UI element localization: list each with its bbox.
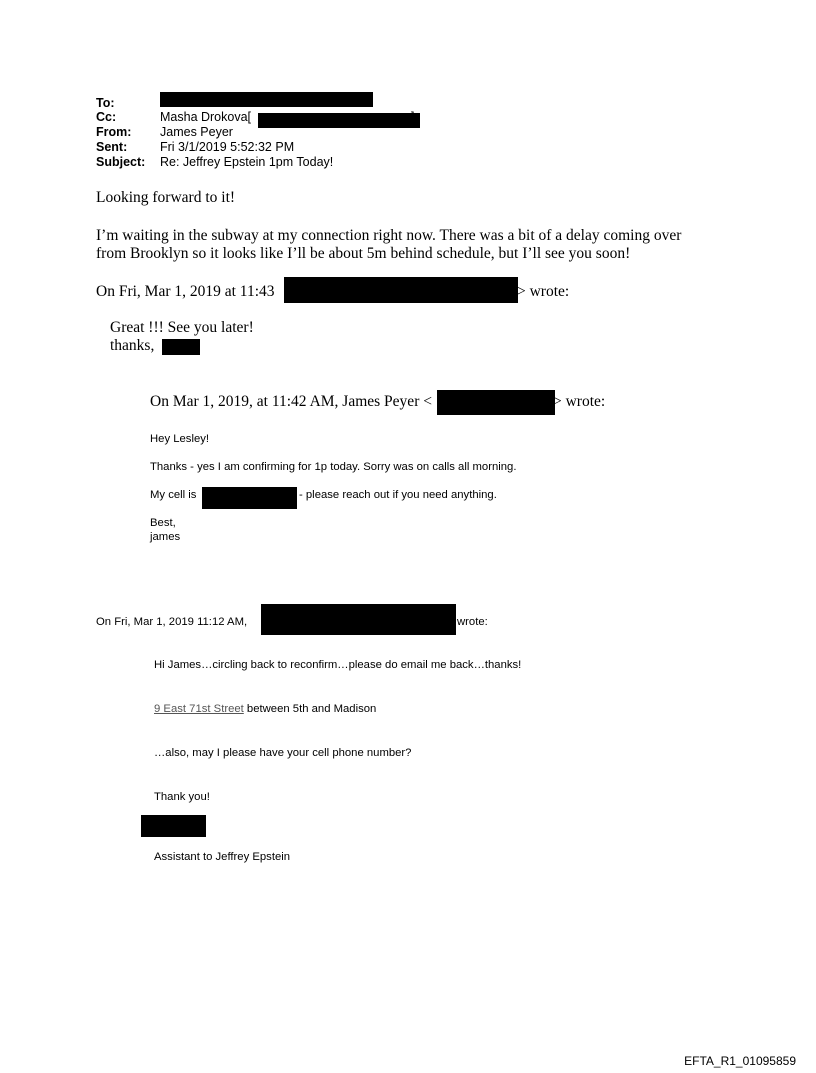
subject-row bbox=[96, 155, 333, 169]
sent-label: Sent: bbox=[96, 140, 128, 154]
to-row bbox=[96, 96, 160, 110]
quote2-greeting: Hey Lesley! bbox=[150, 433, 210, 445]
reply-para-line1: I’m waiting in the subway at my connection right now. There was a bit of a delay coming over bbox=[96, 227, 682, 244]
sent-value: Fri 3/1/2019 5:52:32 PM bbox=[160, 140, 295, 154]
redacted-cell-number bbox=[202, 487, 297, 509]
quote1-intro: On Fri, Mar 1, 2019 at 11:43 bbox=[96, 283, 275, 300]
to-label: To: bbox=[96, 96, 115, 110]
quote2-signoff: Best, bbox=[150, 517, 176, 529]
redacted-to-address bbox=[160, 92, 373, 107]
redacted-quote1-sender bbox=[284, 277, 518, 303]
from-value: James Peyer bbox=[160, 125, 233, 139]
redacted-quote2-email bbox=[437, 390, 555, 415]
from-label: From: bbox=[96, 125, 132, 139]
redacted-quote3-sender bbox=[261, 604, 456, 635]
quote2-name: james bbox=[150, 531, 181, 543]
redacted-quote1-signer bbox=[162, 339, 200, 355]
reply-line1: Looking forward to it! bbox=[96, 189, 236, 206]
document-id: EFTA_R1_01095859 bbox=[684, 1054, 796, 1068]
quote3-thanks: Thank you! bbox=[154, 791, 210, 803]
address-rest: between 5th and Madison bbox=[243, 703, 377, 715]
redacted-cc-address bbox=[258, 113, 420, 128]
sent-row bbox=[96, 140, 294, 154]
quote2-intro: On Mar 1, 2019, at 11:42 AM, James Peyer < bbox=[150, 393, 432, 410]
subject-label: Subject: bbox=[96, 155, 146, 169]
quote1-thanks: thanks, bbox=[110, 337, 155, 354]
quote2-cell-prefix: My cell is bbox=[150, 489, 197, 501]
quote3-line1: Hi James…circling back to reconfirm…please do email me back…thanks! bbox=[154, 659, 522, 671]
reply-para-line2: from Brooklyn so it looks like I’ll be about 5m behind schedule, but I’ll see you soon! bbox=[96, 245, 631, 262]
quote3-wrote: wrote: bbox=[457, 616, 488, 628]
address-link[interactable]: 9 East 71st Street bbox=[154, 703, 244, 715]
quote2-line1: Thanks - yes I am confirming for 1p today. Sorry was on calls all morning. bbox=[150, 461, 517, 473]
quote3-intro: On Fri, Mar 1, 2019 11:12 AM, bbox=[96, 616, 248, 628]
quote3-title: Assistant to Jeffrey Epstein bbox=[154, 851, 291, 863]
quote1-line1: Great !!! See you later! bbox=[110, 319, 254, 336]
subject-value: Re: Jeffrey Epstein 1pm Today! bbox=[160, 155, 334, 169]
from-row bbox=[96, 125, 233, 139]
redacted-assistant-name bbox=[141, 815, 206, 837]
cc-name: Masha Drokova[ bbox=[160, 110, 252, 124]
quote3-address bbox=[154, 703, 376, 716]
quote1-wrote: > wrote: bbox=[517, 283, 570, 300]
cc-label: Cc: bbox=[96, 110, 117, 124]
quote2-cell-suffix: - please reach out if you need anything. bbox=[299, 489, 497, 501]
quote3-line3: …also, may I please have your cell phone number? bbox=[154, 747, 412, 759]
quote2-wrote: > wrote: bbox=[553, 393, 606, 410]
